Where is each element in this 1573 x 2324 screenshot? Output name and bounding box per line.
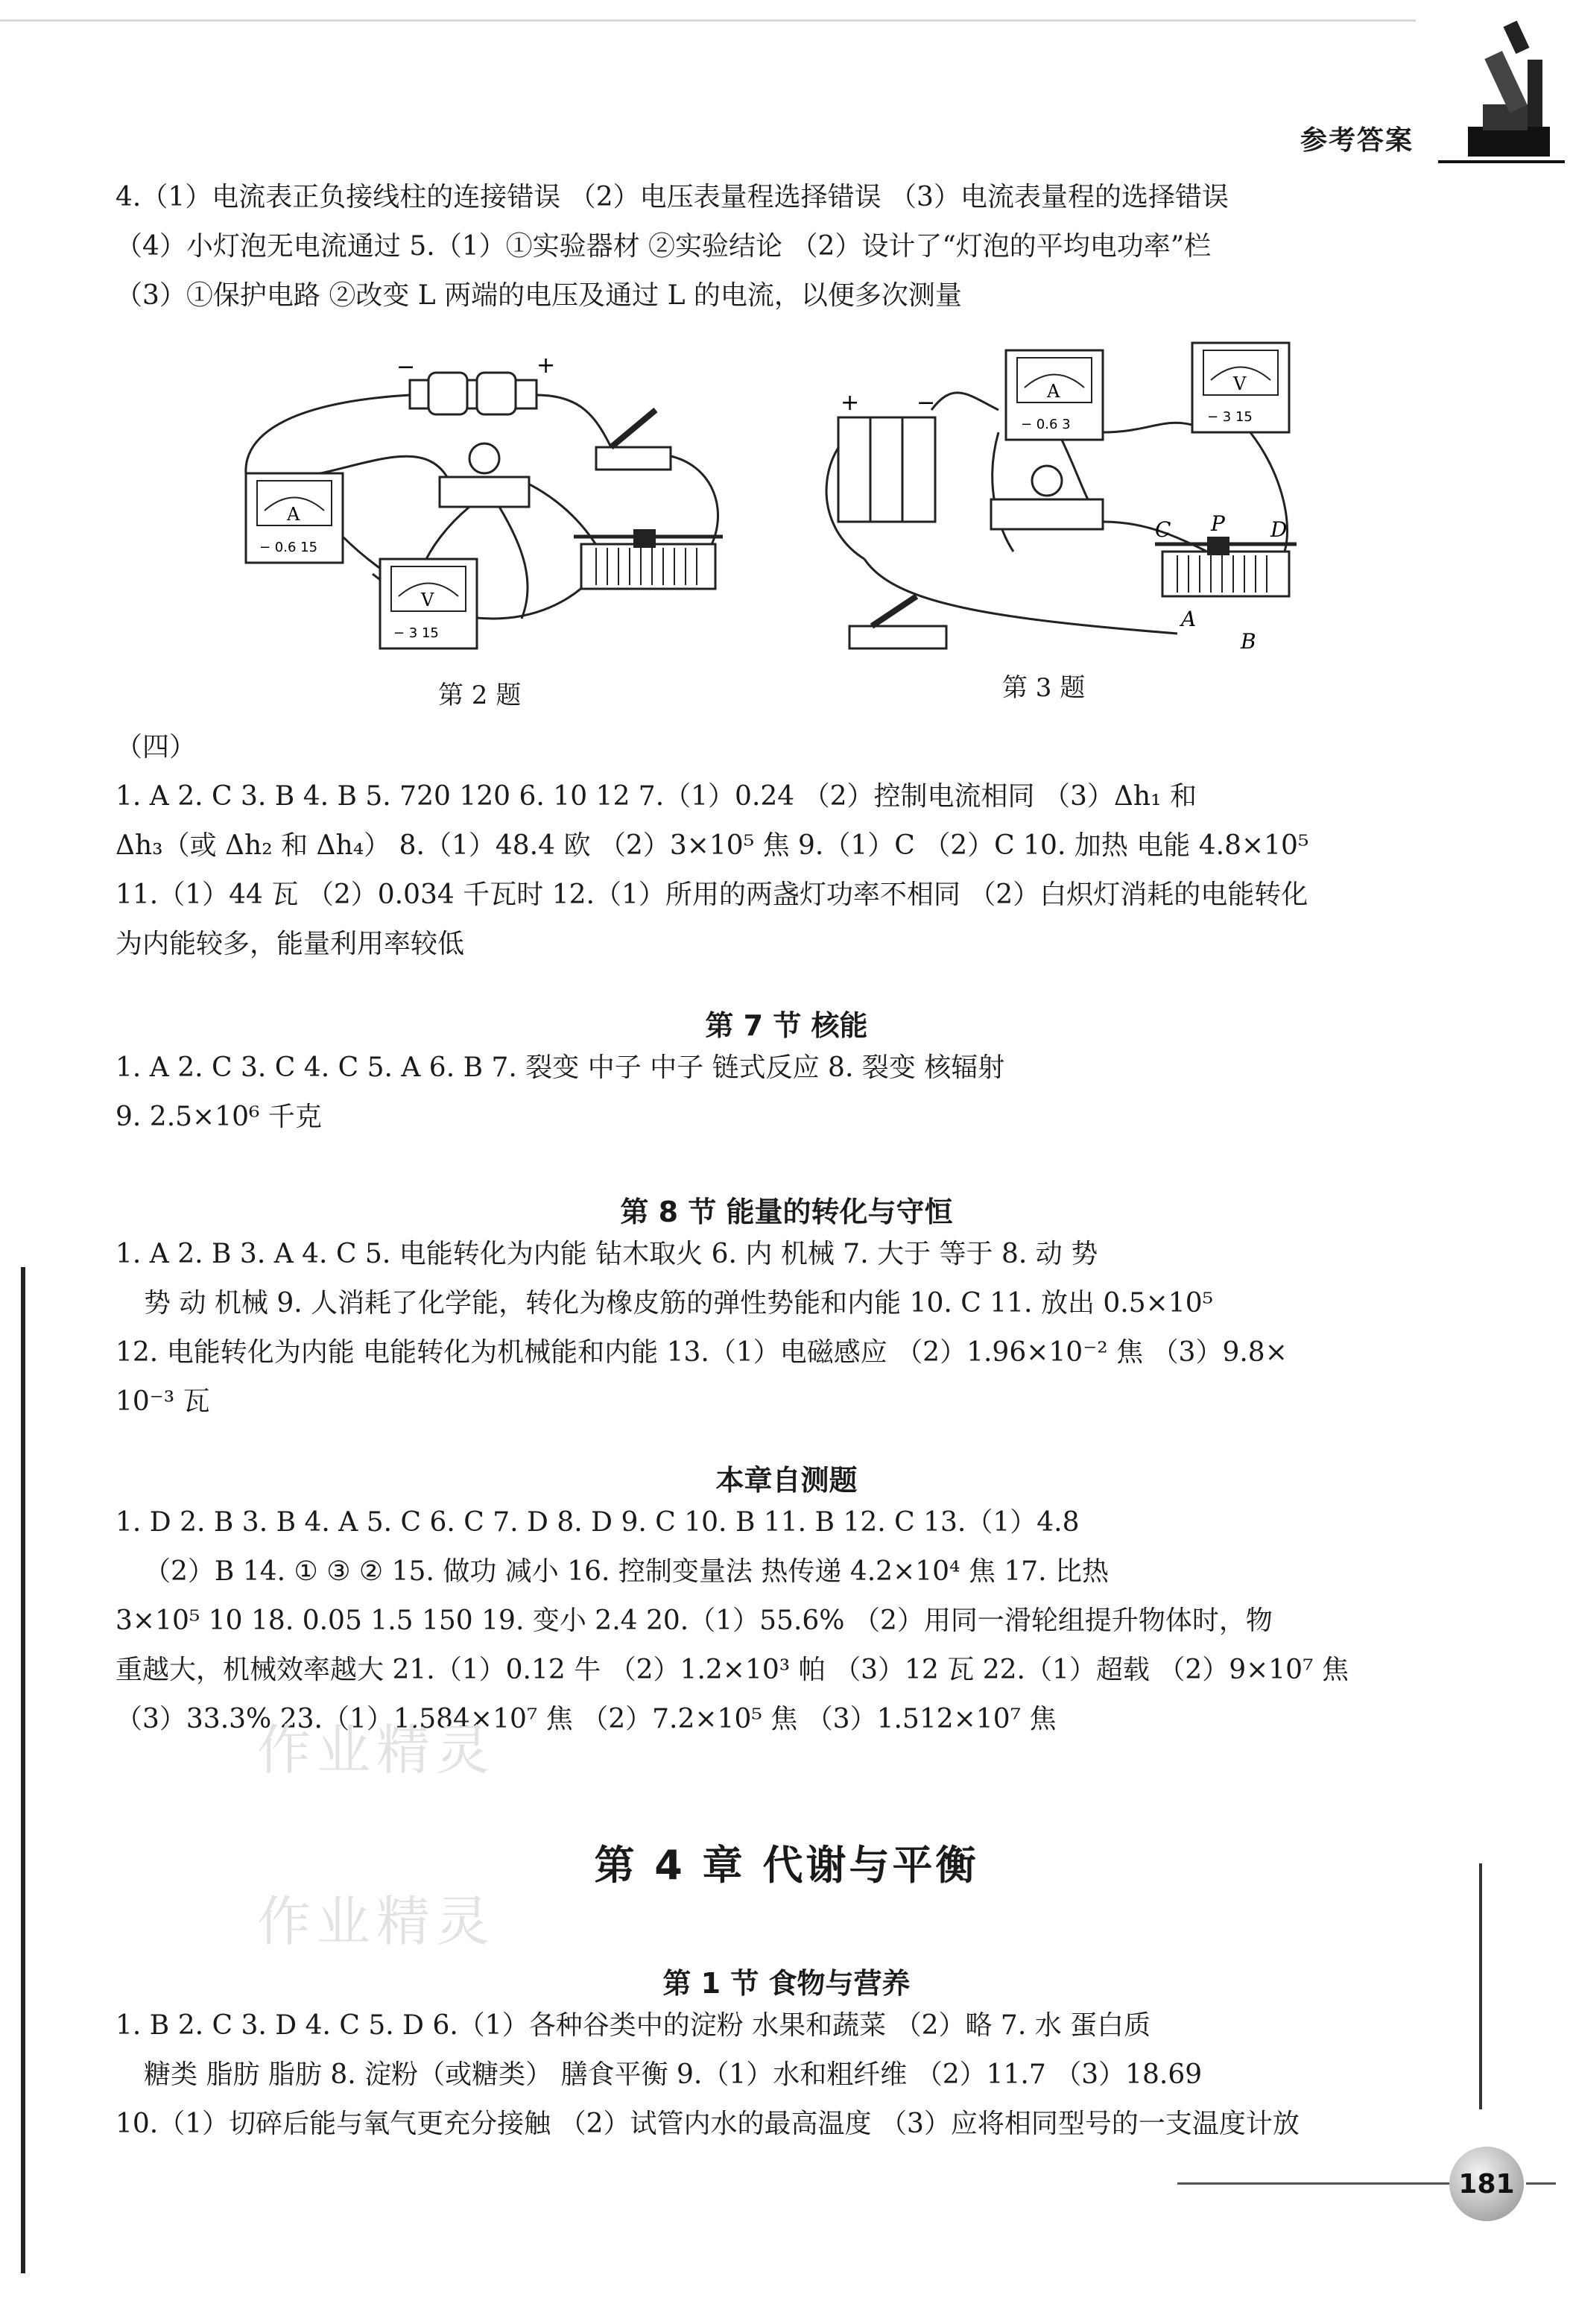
ammeter	[1006, 350, 1103, 440]
text-line: 11.（1）44 瓦 （2）0.034 千瓦时 12.（1）所用的两盏灯功率不相同 （2）白炽灯消耗的电能转化	[115, 880, 1308, 910]
ammeter-face: A	[287, 504, 300, 525]
section-8-title: 第 8 节 能量的转化与守恒	[620, 1196, 953, 1228]
text-line: （2）B 14. ① ③ ② 15. 做功 减小 16. 控制变量法 热传递 4.2×10⁴ 焦 17. 比热	[144, 1556, 1110, 1587]
header-label: 参考答案	[1300, 125, 1414, 156]
terminal-d-label: D	[1270, 517, 1288, 542]
text-line: （3）33.3% 23.（1）1.584×10⁷ 焦 （2）7.2×10⁵ 焦 （3）1.512×10⁷ 焦	[115, 1704, 1057, 1734]
text-line: 9. 2.5×10⁶ 千克	[115, 1102, 322, 1132]
voltmeter	[380, 559, 477, 648]
text-line: 3×10⁵ 10 18. 0.05 1.5 150 19. 变小 2.4 20.（1）55.6% （2）用同一滑轮组提升物体时，物	[115, 1605, 1273, 1636]
ammeter-face: A	[1047, 381, 1060, 402]
ammeter-terminals: − 0.6 3	[1021, 417, 1071, 432]
battery-minus: −	[917, 390, 936, 416]
text-line: 为内能较多，能量利用率较低	[115, 929, 465, 959]
microscope-icon	[1438, 15, 1565, 164]
chapter-4-title: 第 4 章 代谢与平衡	[594, 1842, 979, 1889]
text-line: 12. 电能转化为内能 电能转化为机械能和内能 13.（1）电磁感应 （2）1.96×10⁻² 焦 （3）9.8×	[115, 1337, 1288, 1368]
text-line: 10⁻³ 瓦	[115, 1386, 210, 1417]
terminal-c-label: C	[1155, 517, 1171, 542]
text-line: （四）	[115, 732, 197, 762]
figure-caption-3: 第 3 题	[1002, 673, 1086, 703]
voltmeter-terminals: − 3 15	[1207, 409, 1253, 425]
section-4-1-body	[115, 2001, 1416, 2149]
watermark: 作业精灵	[257, 1719, 496, 1781]
section-8-body	[115, 1230, 1416, 1427]
text-line: 1. B 2. C 3. D 4. C 5. D 6.（1）各种谷类中的淀粉 水果和蔬菜 （2）略 7. 水 蛋白质	[115, 2010, 1151, 2041]
battery-plus: +	[537, 353, 556, 379]
footer-rule	[1177, 2182, 1449, 2185]
section-7-title: 第 7 节 核能	[705, 1009, 868, 1042]
text-line: 势 动 机械 9. 人消耗了化学能，转化为橡皮筋的弹性势能和内能 10. C 11. 放出 0.5×10⁵	[144, 1288, 1214, 1319]
terminal-a-label: A	[1181, 607, 1197, 631]
ammeter-terminals: − 0.6 15	[259, 540, 318, 555]
text-line: 4.（1）电流表正负接线柱的连接错误 （2）电压表量程选择错误 （3）电流表量程的选择错误	[115, 182, 1229, 212]
voltmeter-face: V	[421, 590, 434, 610]
block-four	[115, 723, 1416, 969]
section-4-1-title: 第 1 节 食物与营养	[662, 1967, 911, 2000]
text-line: 糖类 脂肪 脂肪 8. 淀粉（或糖类） 膳食平衡 9.（1）水和粗纤维 （2）11.7 （3）18.69	[144, 2059, 1203, 2090]
ammeter	[246, 473, 343, 563]
text-line: 1. A 2. C 3. C 4. C 5. A 6. B 7. 裂变 中子 中子 链式反应 8. 裂变 核辐射	[115, 1052, 1005, 1083]
text-line: 1. A 2. B 3. A 4. C 5. 电能转化为内能 钻木取火 6. 内 机械 7. 大于 等于 8. 动 势	[115, 1239, 1098, 1269]
rheostat	[574, 529, 723, 589]
voltmeter	[1192, 343, 1289, 432]
lamp	[440, 443, 529, 507]
circuit-figure-3	[805, 335, 1311, 663]
circuit-figure-2	[224, 350, 760, 671]
voltmeter-face: V	[1233, 373, 1247, 394]
block-top	[115, 173, 1416, 321]
battery	[838, 390, 935, 522]
page-number: 181	[1449, 2147, 1524, 2221]
binding-edge	[21, 1267, 25, 2273]
text-line: 10.（1）切碎后能与氧气更充分接触 （2）试管内水的最高温度 （3）应将相同型号的一支温度计放	[115, 2109, 1300, 2139]
switch	[849, 596, 946, 648]
slider-p-label: P	[1211, 511, 1225, 536]
self-test-title: 本章自测题	[715, 1464, 858, 1497]
margin-rule	[1479, 1863, 1482, 2109]
voltmeter-terminals: − 3 15	[393, 625, 439, 641]
watermark: 作业精灵	[257, 1890, 496, 1953]
section-7-body	[115, 1043, 1416, 1142]
top-rule	[0, 19, 1416, 22]
battery-plus: +	[841, 390, 860, 416]
rheostat	[1155, 511, 1297, 654]
text-line: （4）小灯泡无电流通过 5.（1）①实验器材 ②实验结论 （2）设计了“灯泡的平均电功率”栏	[115, 231, 1212, 262]
text-line: 1. A 2. C 3. B 4. B 5. 720 120 6. 10 12 7.（1）0.24 （2）控制电流相同 （3）Δh₁ 和	[115, 781, 1197, 812]
figure-caption-2: 第 2 题	[438, 681, 522, 710]
text-line: 重越大，机械效率越大 21.（1）0.12 牛 （2）1.2×10³ 帕 （3）12 瓦 22.（1）超载 （2）9×10⁷ 焦	[115, 1655, 1349, 1685]
battery-minus: −	[396, 354, 416, 380]
terminal-b-label: B	[1241, 629, 1256, 654]
footer-rule	[1526, 2182, 1556, 2185]
battery	[396, 353, 555, 414]
text-line: Δh₃（或 Δh₂ 和 Δh₄） 8.（1）48.4 欧 （2）3×10⁵ 焦 9.（1）C （2）C 10. 加热 电能 4.8×10⁵	[115, 830, 1309, 861]
text-line: （3）①保护电路 ②改变 L 两端的电压及通过 L 的电流，以便多次测量	[115, 280, 962, 311]
text-line: 1. D 2. B 3. B 4. A 5. C 6. C 7. D 8. D 9. C 10. B 11. B 12. C 13.（1）4.8	[115, 1507, 1080, 1538]
